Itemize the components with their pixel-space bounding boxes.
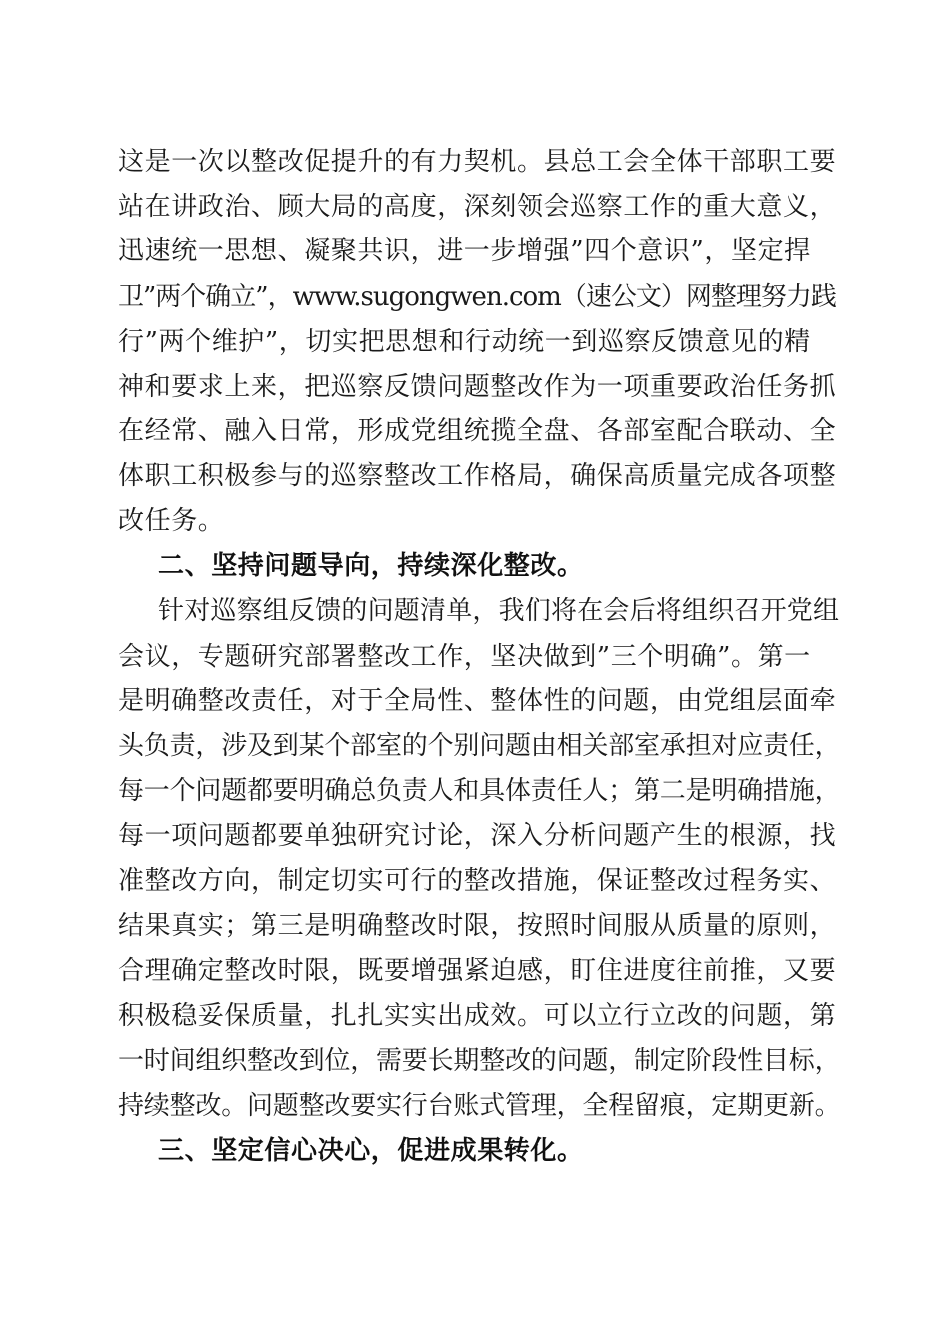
- paragraph-line: 是明确整改责任，对于全局性、整体性的问题，由党组层面牵: [118, 686, 837, 716]
- section-heading-2: 二、坚持问题导向，持续深化整改。: [158, 551, 584, 581]
- paragraph-line: 积极稳妥保质量，扎扎实实出成效。可以立行立改的问题，第: [118, 1001, 837, 1031]
- paragraph-line: 改任务。: [118, 506, 225, 536]
- paragraph-line: 这是一次以整改促提升的有力契机。县总工会全体干部职工要: [118, 147, 837, 177]
- paragraph-line: 合理确定整改时限，既要增强紧迫感，盯住进度往前推，又要: [118, 956, 837, 986]
- paragraph-line: 行”两个维护”，切实把思想和行动统一到巡察反馈意见的精: [118, 327, 811, 357]
- paragraph-line: 准整改方向，制定切实可行的整改措施，保证整改过程务实、: [118, 866, 837, 896]
- paragraph-line: 针对巡察组反馈的问题清单，我们将在会后将组织召开党组: [158, 596, 840, 626]
- paragraph-line: 神和要求上来，把巡察反馈问题整改作为一项重要政治任务抓: [118, 372, 837, 402]
- paragraph-line: 头负责，涉及到某个部室的个别问题由相关部室承担对应责任，: [118, 731, 841, 761]
- paragraph-line: 每一个问题都要明确总负责人和具体责任人；第二是明确措施，: [118, 776, 841, 806]
- paragraph-line: 持续整改。问题整改要实行台账式管理，全程留痕，定期更新。: [118, 1091, 841, 1121]
- paragraph-line: 站在讲政治、顾大局的高度，深刻领会巡察工作的重大意义，: [118, 192, 837, 222]
- paragraph-line: 结果真实；第三是明确整改时限，按照时间服从质量的原则，: [118, 911, 837, 941]
- paragraph-line: 在经常、融入日常，形成党组统揽全盘、各部室配合联动、全: [118, 416, 837, 446]
- section-heading-3: 三、坚定信心决心，促进成果转化。: [158, 1136, 584, 1166]
- paragraph-line: 每一项问题都要单独研究讨论，深入分析问题产生的根源，找: [118, 821, 837, 851]
- paragraph-line: 会议，专题研究部署整改工作，坚决做到”三个明确”。第一: [118, 642, 811, 672]
- paragraph-line: 卫”两个确立”，www.sugongwen.com（速公文）网整理努力践: [118, 282, 836, 312]
- paragraph-line: 一时间组织整改到位，需要长期整改的问题，制定阶段性目标，: [118, 1046, 841, 1076]
- paragraph-line: 迅速统一思想、凝聚共识，进一步增强”四个意识”，坚定捍: [118, 236, 811, 266]
- paragraph-line: 体职工积极参与的巡察整改工作格局，确保高质量完成各项整: [118, 461, 837, 491]
